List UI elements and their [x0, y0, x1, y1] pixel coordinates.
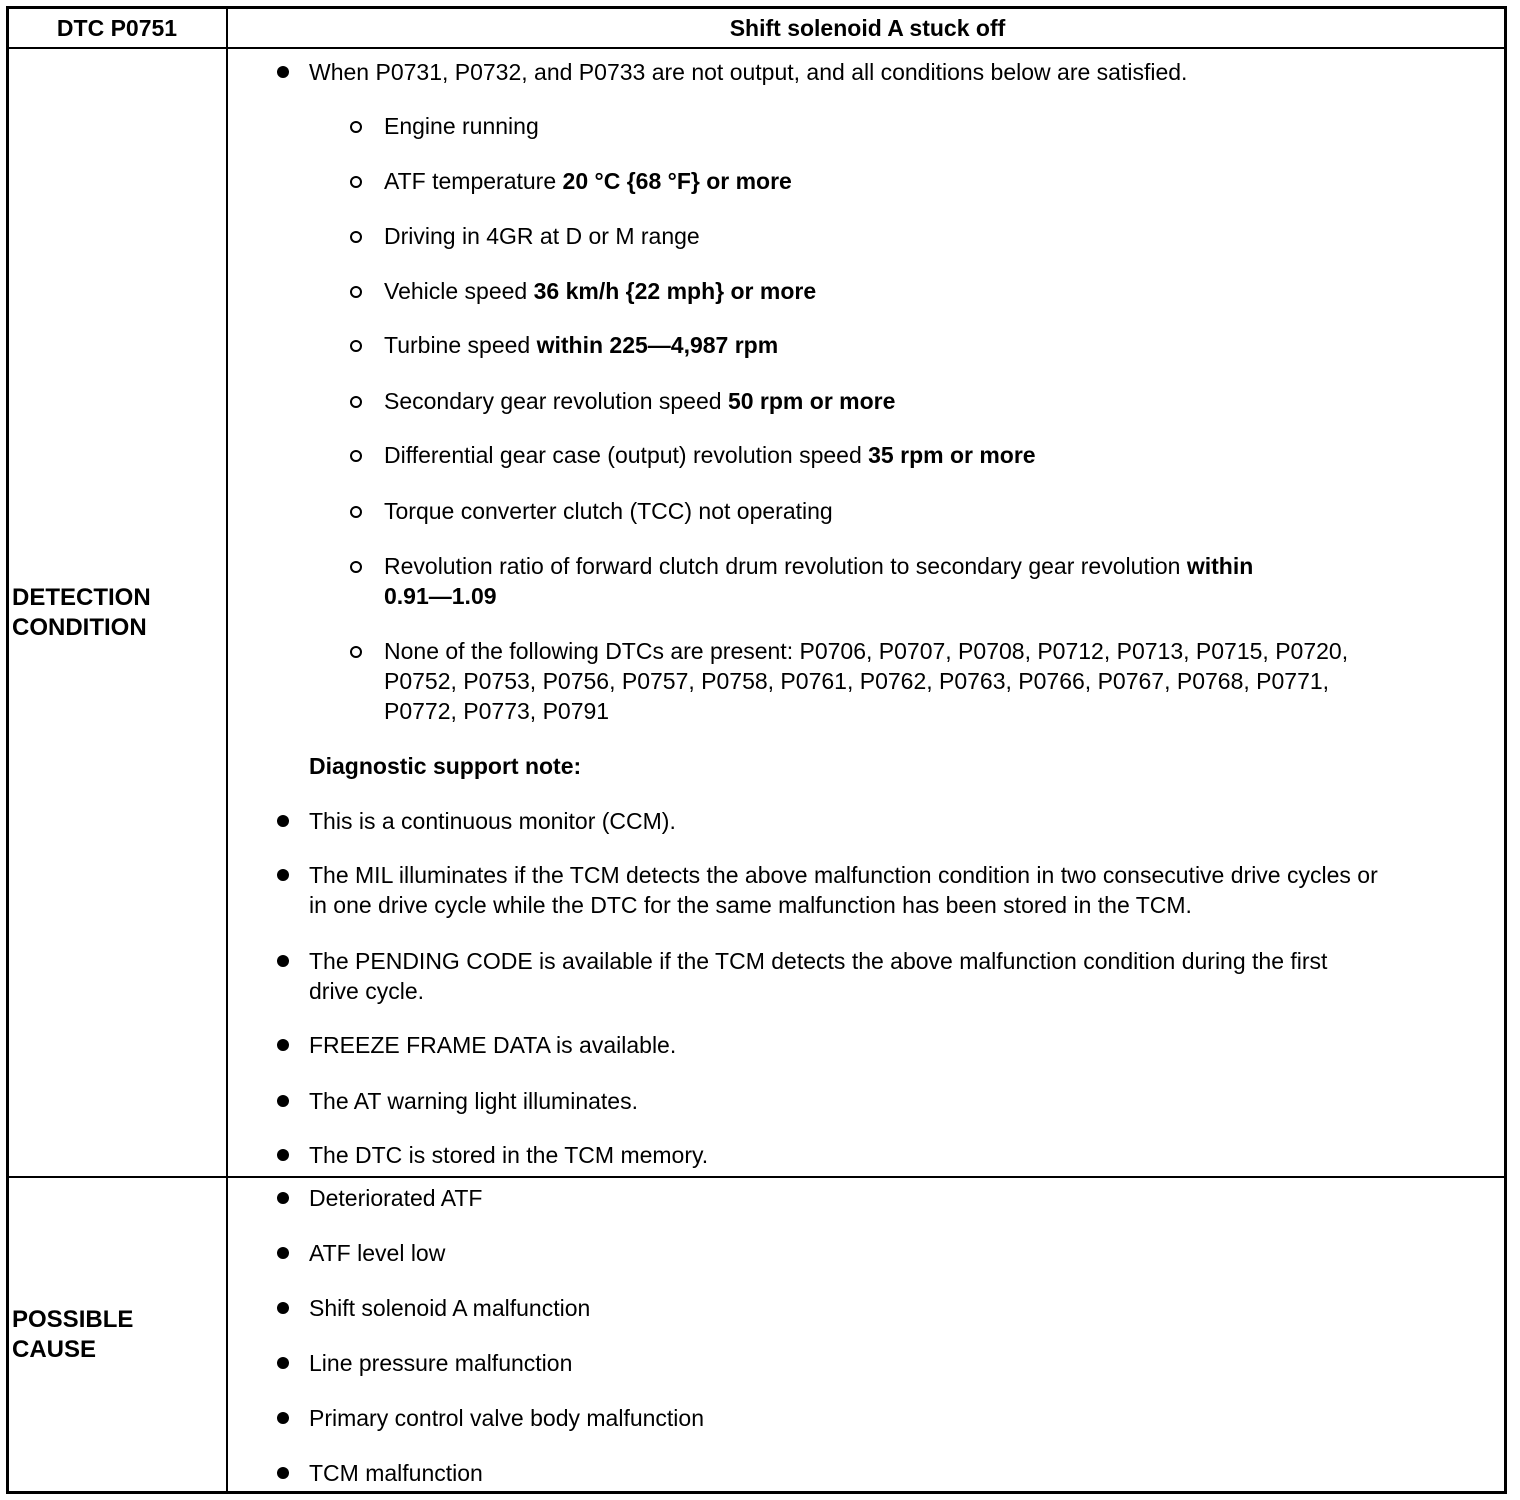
- circle-bullet-icon: [350, 176, 362, 188]
- cause-item: TCM malfunction: [309, 1460, 483, 1486]
- note-item: The AT warning light illuminates.: [309, 1088, 638, 1114]
- bullet-icon: [277, 1149, 289, 1161]
- cause-item: Deteriorated ATF: [309, 1185, 483, 1211]
- note-item-continued: drive cycle.: [309, 978, 425, 1004]
- bullet-icon: [277, 1357, 289, 1369]
- note-item: The PENDING CODE is available if the TCM detects the above malfunction condition during the first: [309, 948, 1328, 974]
- cause-item: Line pressure malfunction: [309, 1350, 573, 1376]
- bullet-icon: [277, 1247, 289, 1259]
- bullet-icon: [277, 955, 289, 967]
- condition-item-continued: P0772, P0773, P0791: [384, 698, 610, 724]
- circle-bullet-icon: [350, 340, 362, 352]
- bullet-icon: [277, 1412, 289, 1424]
- bullet-icon: [277, 869, 289, 881]
- bullet-icon: [277, 815, 289, 827]
- circle-bullet-icon: [350, 561, 362, 573]
- circle-bullet-icon: [350, 506, 362, 518]
- cause-label-line1: POSSIBLE: [12, 1306, 134, 1333]
- cause-item: Primary control valve body malfunction: [309, 1405, 704, 1431]
- condition-item: Engine running: [384, 113, 539, 139]
- circle-bullet-icon: [350, 286, 362, 298]
- condition-item: ATF temperature 20 °C {68 °F} or more: [384, 168, 792, 194]
- dtc-table: [6, 6, 1507, 1494]
- note-item: This is a continuous monitor (CCM).: [309, 808, 676, 834]
- detection-label-line1: DETECTION: [12, 584, 151, 611]
- note-item: The MIL illuminates if the TCM detects the above malfunction condition in two consecutive drive cycles or: [309, 862, 1378, 888]
- cause-item: ATF level low: [309, 1240, 446, 1266]
- circle-bullet-icon: [350, 231, 362, 243]
- note-item: FREEZE FRAME DATA is available.: [309, 1032, 677, 1058]
- bullet-icon: [277, 66, 289, 78]
- dtc-code-header: DTC P0751: [56, 15, 178, 41]
- header-divider: [6, 47, 1507, 49]
- condition-item: None of the following DTCs are present: P0706, P0707, P0708, P0712, P0713, P0715, P0720,: [384, 638, 1349, 664]
- condition-item-continued: 0.91—1.09: [384, 583, 497, 609]
- circle-bullet-icon: [350, 450, 362, 462]
- condition-item: Vehicle speed 36 km/h {22 mph} or more: [384, 278, 817, 304]
- bullet-icon: [277, 1039, 289, 1051]
- condition-item: Revolution ratio of forward clutch drum revolution to secondary gear revolution within: [384, 553, 1254, 579]
- circle-bullet-icon: [350, 396, 362, 408]
- detection-label-line2: CONDITION: [12, 614, 147, 641]
- bullet-icon: [277, 1095, 289, 1107]
- condition-item: Differential gear case (output) revolution speed 35 rpm or more: [384, 442, 1036, 468]
- condition-item: Turbine speed within 225—4,987 rpm: [384, 332, 779, 358]
- detection-intro: When P0731, P0732, and P0733 are not output, and all conditions below are satisfied.: [309, 59, 1188, 85]
- condition-item: Torque converter clutch (TCC) not operating: [384, 498, 833, 524]
- condition-item-continued: P0752, P0753, P0756, P0757, P0758, P0761, P0762, P0763, P0766, P0767, P0768, P0771,: [384, 668, 1330, 694]
- dtc-title-header: Shift solenoid A stuck off: [729, 15, 1006, 41]
- row-divider: [6, 1176, 1507, 1178]
- circle-bullet-icon: [350, 646, 362, 658]
- condition-item: Driving in 4GR at D or M range: [384, 223, 700, 249]
- cause-item: Shift solenoid A malfunction: [309, 1295, 591, 1321]
- cause-label-line2: CAUSE: [12, 1336, 97, 1363]
- bullet-icon: [277, 1467, 289, 1479]
- bullet-icon: [277, 1192, 289, 1204]
- condition-item: Secondary gear revolution speed 50 rpm or more: [384, 388, 896, 414]
- diagnostic-note-label: Diagnostic support note:: [309, 753, 582, 779]
- bullet-icon: [277, 1302, 289, 1314]
- note-item: The DTC is stored in the TCM memory.: [309, 1142, 709, 1168]
- note-item-continued: in one drive cycle while the DTC for the same malfunction has been stored in the TCM.: [309, 892, 1192, 918]
- circle-bullet-icon: [350, 121, 362, 133]
- column-divider: [226, 6, 228, 1494]
